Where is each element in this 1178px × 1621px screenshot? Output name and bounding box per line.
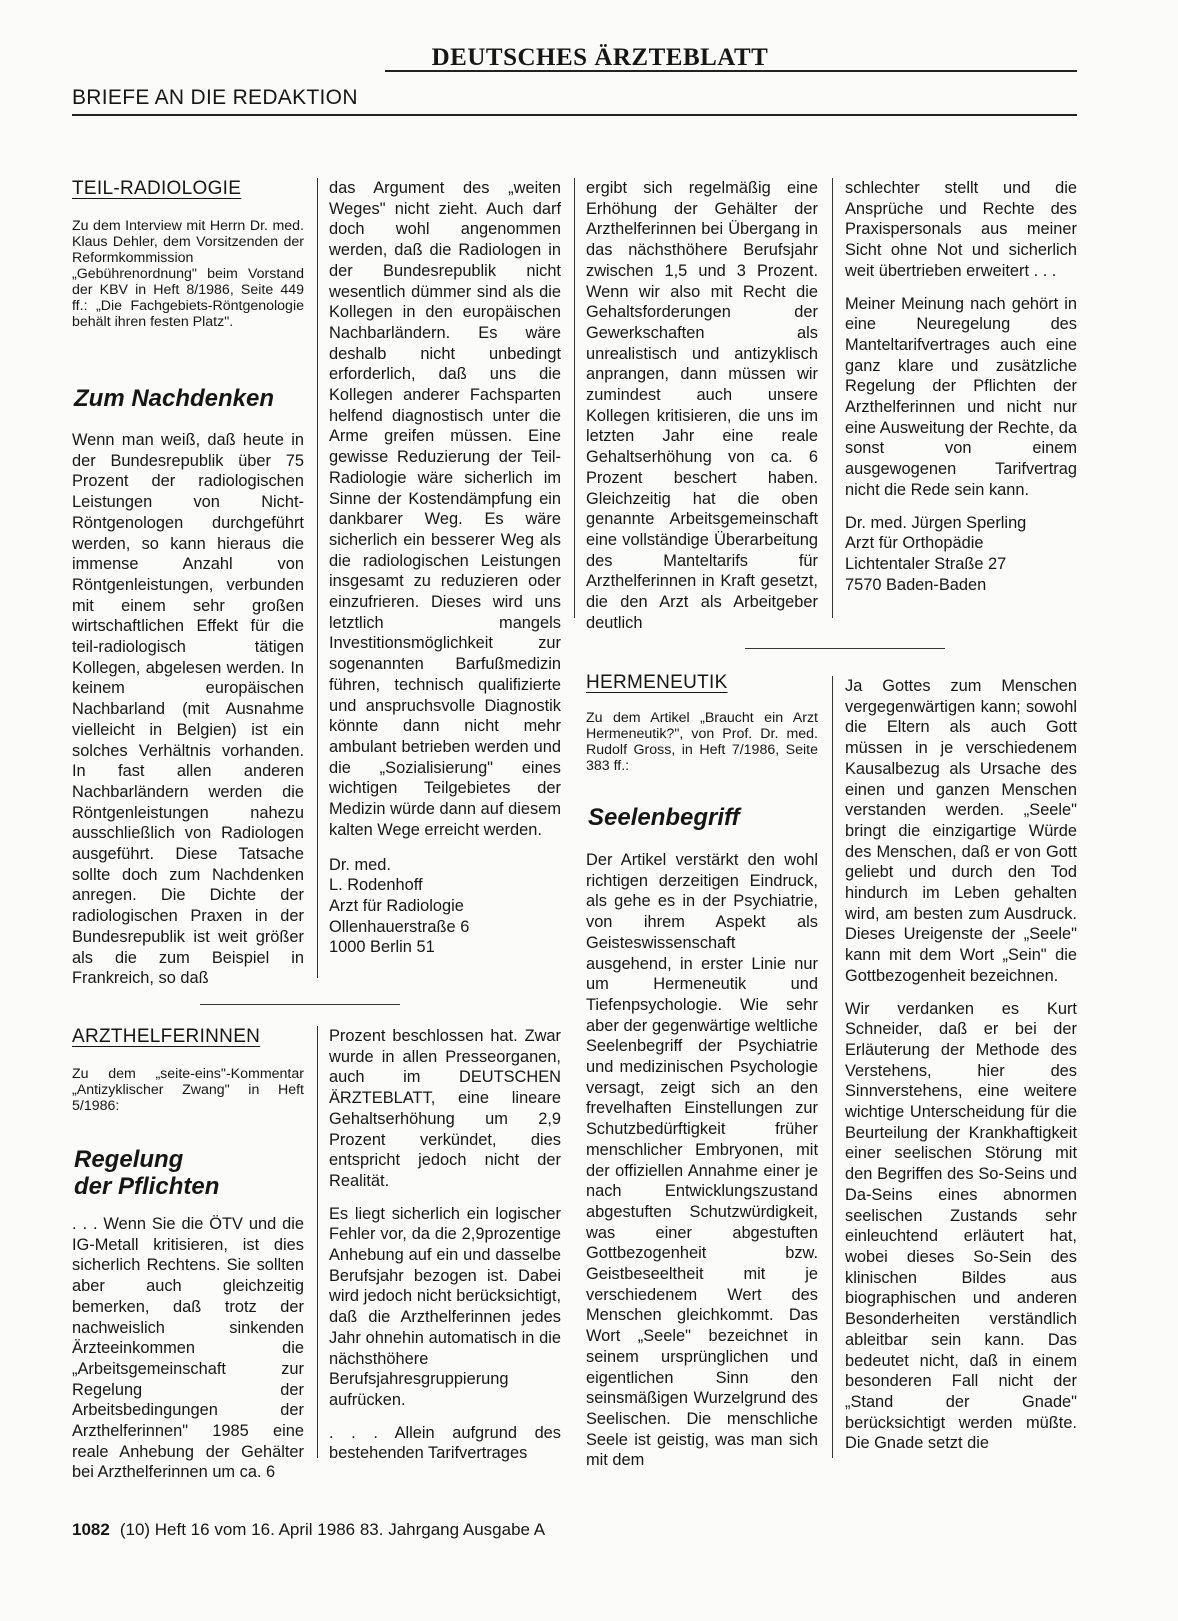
signature-line: L. Rodenhoff [329,876,423,895]
letter3-intro: Zu dem Artikel „Braucht ein Arzt Hermeneutik?", von Prof. Dr. med. Rudolf Gross, in Heft 7/1986, Seite 383 ff.: [586,710,818,774]
headline-line: der Pflichten [74,1173,220,1200]
letter-separator [200,1004,400,1005]
signature-line: Ollenhauerstraße 6 [329,917,470,936]
column-divider [832,178,833,618]
column-divider [832,676,833,1458]
letter2-paragraph: ergibt sich regelmäßig eine Erhöhung der Gehälter der Arzthelferinnen bei Übergang in das nächsthöhere Berufsjahr zwischen 1,5 und 3 Prozent. Wenn wir also mit Recht die Gehaltsforderungen der Gewerkschaften als unrealistisch und antizyklisch anprangen, dann müssen wir zumindest auch unsere Kollegen kritisieren, die uns im letzten Jahr eine reale Gehaltserhöhung von ca. 6 Prozent beschert haben. Gleichzeitig hat die oben genannte Arbeitsgemeinschaft eine vollständige Überarbeitung des Manteltarifs für Arzthelferinnen in Kraft gesetzt, die den Arzt als Arbeitgeber deutlich [586,179,818,632]
letter2-body-col4 [845,178,1077,595]
signature-line: 1000 Berlin 51 [329,938,435,957]
letter1-signature [329,855,561,959]
page-footer [72,1520,545,1540]
signature-line: Arzt für Radiologie [329,896,464,915]
letter-separator [745,648,945,649]
signature-line: Dr. med. [329,855,391,874]
letter2-signature [845,513,1077,596]
letter2-headline [74,1146,219,1200]
column-divider [574,178,575,618]
letter2-paragraph: Es liegt sicherlich ein logischer Fehler vor, da die 2,9prozentige Anhebung auf ein und dasselbe Berufsjahr bezogen ist. Dabei wird jedoch nicht berücksichtigt, daß die Arzthelferinnen jedes Jahr ohnehin automatisch in die nächsthöhere Berufsjahresgruppierung aufrücken. [329,1204,561,1409]
topic-teil-radiologie: TEIL-RADIOLOGIE [72,178,242,199]
headline-line: Regelung [74,1146,184,1173]
letter2-paragraph: Prozent beschlossen hat. Zwar wurde in allen Presseorganen, auch im DEUTSCHEN ÄRZTEBLATT, eine lineare Gehaltserhöhung um 2,9 Prozent verkündet, dies entspricht jedoch nicht der Realität. [329,1027,561,1190]
letter1-intro: Zu dem Interview mit Herrn Dr. med. Klaus Dehler, dem Vorsitzenden der Reformkommission „Gebührenordnung" beim Vorstand der KBV in Heft 8/1986, Seite 449 ff.: „Die Fachgebiets-Röntgenologie behält ihren festen Platz". [72,218,304,330]
masthead-rule [385,70,1077,72]
signature-line: Dr. med. Jürgen Sperling [845,513,1027,532]
letter3-paragraph: Ja Gottes zum Menschen vergegenwärtigen kann; sowohl die Eltern als auch Gott müssen in je verschiedenem Kausalbezug als Ursache des einen und ganzen Menschen verstanden werden. „Seele" bringt die einzigartige Würde des Menschen, daß er von Gott geliebt und durch den Tod hindurch im Leben gehalten wird, am besten zum Ausdruck. Dieses Ureigenste der „Seele" kann mit dem Wort „Sein" die Gottbezogenheit bezeichnen. [845,677,1077,985]
letter2-paragraph: . . . Wenn Sie die ÖTV und die IG-Metall kritisieren, ist dies sicherlich Rechtens. Sie sollten aber auch gleichzeitig bemerken, daß trotz der nachweislich sinkenden Ärzteeinkommen die „Arbeitsgemeinschaft zur Regelung der Arbeitsbedingungen der Arzthelferinnen" 1985 eine reale Anhebung der Gehälter bei Arzthelferinnen um ca. 6 [72,1215,304,1482]
topic-arzthelferinnen: ARZTHELFERINNEN [72,1026,261,1047]
letter3-body-col1 [586,850,818,1471]
letter1-paragraph: das Argument des „weiten Weges" nicht zieht. Auch darf doch wohl angenommen werden, daß die Radiologen in der Bundesrepublik nicht wesentlich dümmer sind als die Kollegen in den europäischen Nachbarländern. Es wäre deshalb nicht unbedingt erforderlich, daß uns die Kollegen anderer Fachsparten helfend diagnostisch unter die Arme greifen müssen. Eine gewisse Reduzierung der Teil-Radiologie wäre sicherlich im Sinne der Kostendämpfung ein dankbarer Weg. Es wäre sicherlich ein besserer Weg als die radiologischen Leistungen insgesamt zu reduzieren oder einzufrieren. Dieses wird uns letztlich mangels Investitionsmöglichkeit zur sogenannten Barfußmedizin führen, technisch qualifizierte und anspruchsvolle Diagnostik könnte dann nicht mehr ambulant betrieben werden und die „Sozialisierung" eines wichtigen Teilgebietes der Medizin würde dann auf diesem kalten Wege erreicht werden. [329,179,561,839]
letter2-paragraph: Meiner Meinung nach gehört in eine Neuregelung des Manteltarifvertrages auch eine ganz klare und zusätzliche Regelung der Pflichten der Arzthelferinnen und nicht nur eine Ausweitung der Rechte, da sonst von einem ausgewogenen Tarifvertrag nicht die Rede sein kann. [845,294,1077,499]
letter2-body-col3 [586,178,818,633]
signature-line: Arzt für Orthopädie [845,534,984,553]
letter2-intro: Zu dem „seite-eins"-Kommentar „Antizyklischer Zwang" in Heft 5/1986: [72,1066,304,1114]
letter3-headline: Seelenbegriff [588,804,740,831]
letter3-paragraph: Wir verdanken es Kurt Schneider, daß er bei der Erläuterung der Methode des Verstehens, hier des Sinnverstehens, eine weitere wichtige Unterscheidung für die Beurteilung der Krankhaftigkeit einer seelischen Störung mit den Begriffen des So-Seins und Da-Seins eines abnormen seelischen Zustands sehr einleuchtend erläutert hat, wobei dieses So-Sein des klinischen Bildes aus biographischen und anderen Besonderheiten verständlich ableitbar sein kann. Das bedeutet nicht, daß in einem besonderen Fall nicht der „Stand der Gnade" berücksichtigt werden müßte. Die Gnade setzt die [845,999,1077,1453]
section-title: BRIEFE AN DIE REDAKTION [72,86,358,109]
letter2-body-col1 [72,1214,304,1483]
column-divider [317,178,318,978]
letter1-body-col2 [329,178,561,958]
letter1-paragraph: Wenn man weiß, daß heute in der Bundesrepublik über 75 Prozent der radiologischen Leistungen von Nicht-Röntgenologen durchgeführt werden, so kann hieraus die immense Anzahl von Röntgenleistungen, verbunden mit einem sehr großen wirtschaftlichen Effekt für die teil-radiologisch tätigen Kollegen, abgelesen werden. In keinem europäischen Nachbarland (mit Ausnahme vielleicht in Belgien) ist ein solches Verhältnis vorhanden. In fast allen anderen Nachbarländern werden die Röntgenleistungen nahezu ausschließlich von Radiologen ausgeführt. Diese Tatsache sollte doch zum Nachdenken anregen. Die Dichte der radiologischen Praxen in der Bundesrepublik ist weit größer als die zum Beispiel in Frankreich, so daß [72,431,304,988]
letter2-body-col2 [329,1026,561,1464]
letter3-body-col2 [845,676,1077,1454]
signature-line: Lichtentaler Straße 27 [845,554,1007,573]
signature-line: 7570 Baden-Baden [845,575,987,594]
masthead-title: DEUTSCHES ÄRZTEBLATT [431,44,769,71]
topic-hermeneutik: HERMENEUTIK [586,672,728,693]
letter1-headline: Zum Nachdenken [74,385,275,412]
letter2-paragraph: schlechter stellt und die Ansprüche und Rechte des Praxispersonals aus meiner Sicht ohne Not und sicherlich weit übertrieben erweitert . . . [845,179,1077,280]
page-number: 1082 [72,1520,110,1539]
letter3-paragraph: Der Artikel verstärkt den wohl richtigen derzeitigen Eindruck, als gehe es in der Psychiatrie, von ihrem Aspekt als Geisteswissenschaft ausgehend, in erster Linie nur um Hermeneutik und Tiefenpsychologie. Wie sehr aber der gegenwärtige weltliche Seelenbegriff der Psychiatrie und medizinischen Psychologie versagt, zeigt sich an den frevelhaften Einstellungen zur Schutzbedürftigkeit früher menschlicher Embryonen, mit der offiziellen Annahme einer je nach Entwicklungszustand abgestuften Schutzwürdigkeit, was einer abgestuften Gottbezogenheit bzw. Geistbeseeltheit mit je verschiedenem Wert des Menschen gleichkommt. Das Wort „Seele" bezeichnet in seinem ursprünglichen und eigentlichen Sinn den seinsmäßigen Wurzelgrund des Seelischen. Die menschliche Seele ist geistig, was man sich mit dem [586,851,818,1470]
section-rule [72,114,1077,116]
letter1-body-col1 [72,430,304,989]
letter2-paragraph: . . . Allein aufgrund des bestehenden Tarifvertrages [329,1423,561,1463]
issue-info: (10) Heft 16 vom 16. April 1986 83. Jahrgang Ausgabe A [119,1520,546,1539]
column-divider [317,1026,318,1458]
